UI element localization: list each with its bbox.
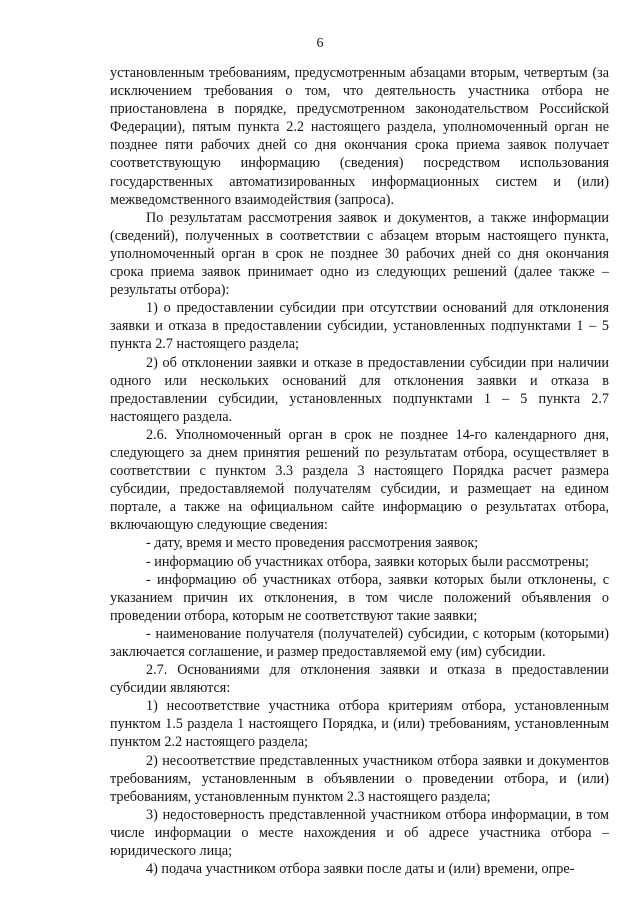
list-item: 3) недостоверность представленной участником отбора информации, в том числе информации о месте нахождения и об адресе участника отбора – юридического лица;	[110, 806, 609, 860]
list-item: - информацию об участниках отбора, заявки которых были отклонены, с указанием причин их отклонения, в том числе положений объявления о проведении отбора, которым не соответствуют такие заявки;	[110, 571, 609, 624]
list-item: - наименование получателя (получателей) субсидии, с которым (которыми) заключается соглашение, и размер предоставляемой ему (им) субсидии.	[110, 625, 609, 660]
list-item: 2) несоответствие представленных участником отбора заявки и документов требованиям, установленным в объявлении о проведении отбора, и (или) требованиям, установленным пунктом 2.3 настоящего раздела;	[110, 752, 609, 805]
list-item: 2) об отклонении заявки и отказе в предоставлении субсидии при наличии одного или нескольких оснований для отклонения заявки и отказа в предоставлении субсидии, установленных подпунктами 1 – 5 пункта 2.7 настоящего раздела.	[110, 354, 609, 425]
paragraph: 2.6. Уполномоченный орган в срок не позднее 14-го календарного дня, следующего за днем принятия решений по результатам отбора, осуществляет в соответствии с пунктом 3.3 раздела 3 настоящего Порядка расчет размера субсидии, предоставляемой получателям субсидии, и размещает на едином портале, а также на официальном сайте информацию о результатах отбора, включающую следующие сведения:	[110, 426, 609, 534]
paragraph: 2.7. Основаниями для отклонения заявки и отказа в предоставлении субсидии являются:	[110, 662, 609, 697]
list-item: 1) о предоставлении субсидии при отсутствии оснований для отклонения заявки и отказа в предоставлении субсидии, установленных подпунктами 1 – 5 пункта 2.7 настоящего раздела;	[110, 300, 609, 353]
list-item: 4) подача участником отбора заявки после даты и (или) времени, опре-	[146, 861, 575, 878]
list-item: - дату, время и место проведения рассмотрения заявок;	[146, 535, 479, 552]
paragraph: установленным требованиям, предусмотренным абзацами вторым, четвертым (за исключением требования о том, что деятельность участника отбора не приостановлена в порядке, предусмотренном законодательством Российской Федерации), пятым пункта 2.2 настоящего раздела, уполномоченный орган не позднее пяти рабочих дней со дня окончания срока приема заявок получает соответствующую информацию (сведения) посредством использования государственных автоматизированных информационных систем и (или) межведомственного взаимодействия (запроса).	[110, 65, 609, 208]
paragraph: По результатам рассмотрения заявок и документов, а также информации (сведений), полученных в соответствии с абзацем вторым настоящего пункта, уполномоченный орган в срок не позднее 30 рабочих дней со дня окончания срока приема заявок принимает одно из следующих решений (далее также – результаты отбора):	[110, 209, 609, 299]
document-body	[110, 64, 609, 878]
page-number: 6	[316, 36, 324, 51]
list-item: 1) несоответствие участника отбора критериям отбора, установленным пунктом 1.5 раздела 1 настоящего Порядка, и (или) требованиям, установленным пунктом 2.2 настоящего раздела;	[110, 698, 609, 751]
list-item: - информацию об участниках отбора, заявки которых были рассмотрены;	[146, 553, 589, 570]
